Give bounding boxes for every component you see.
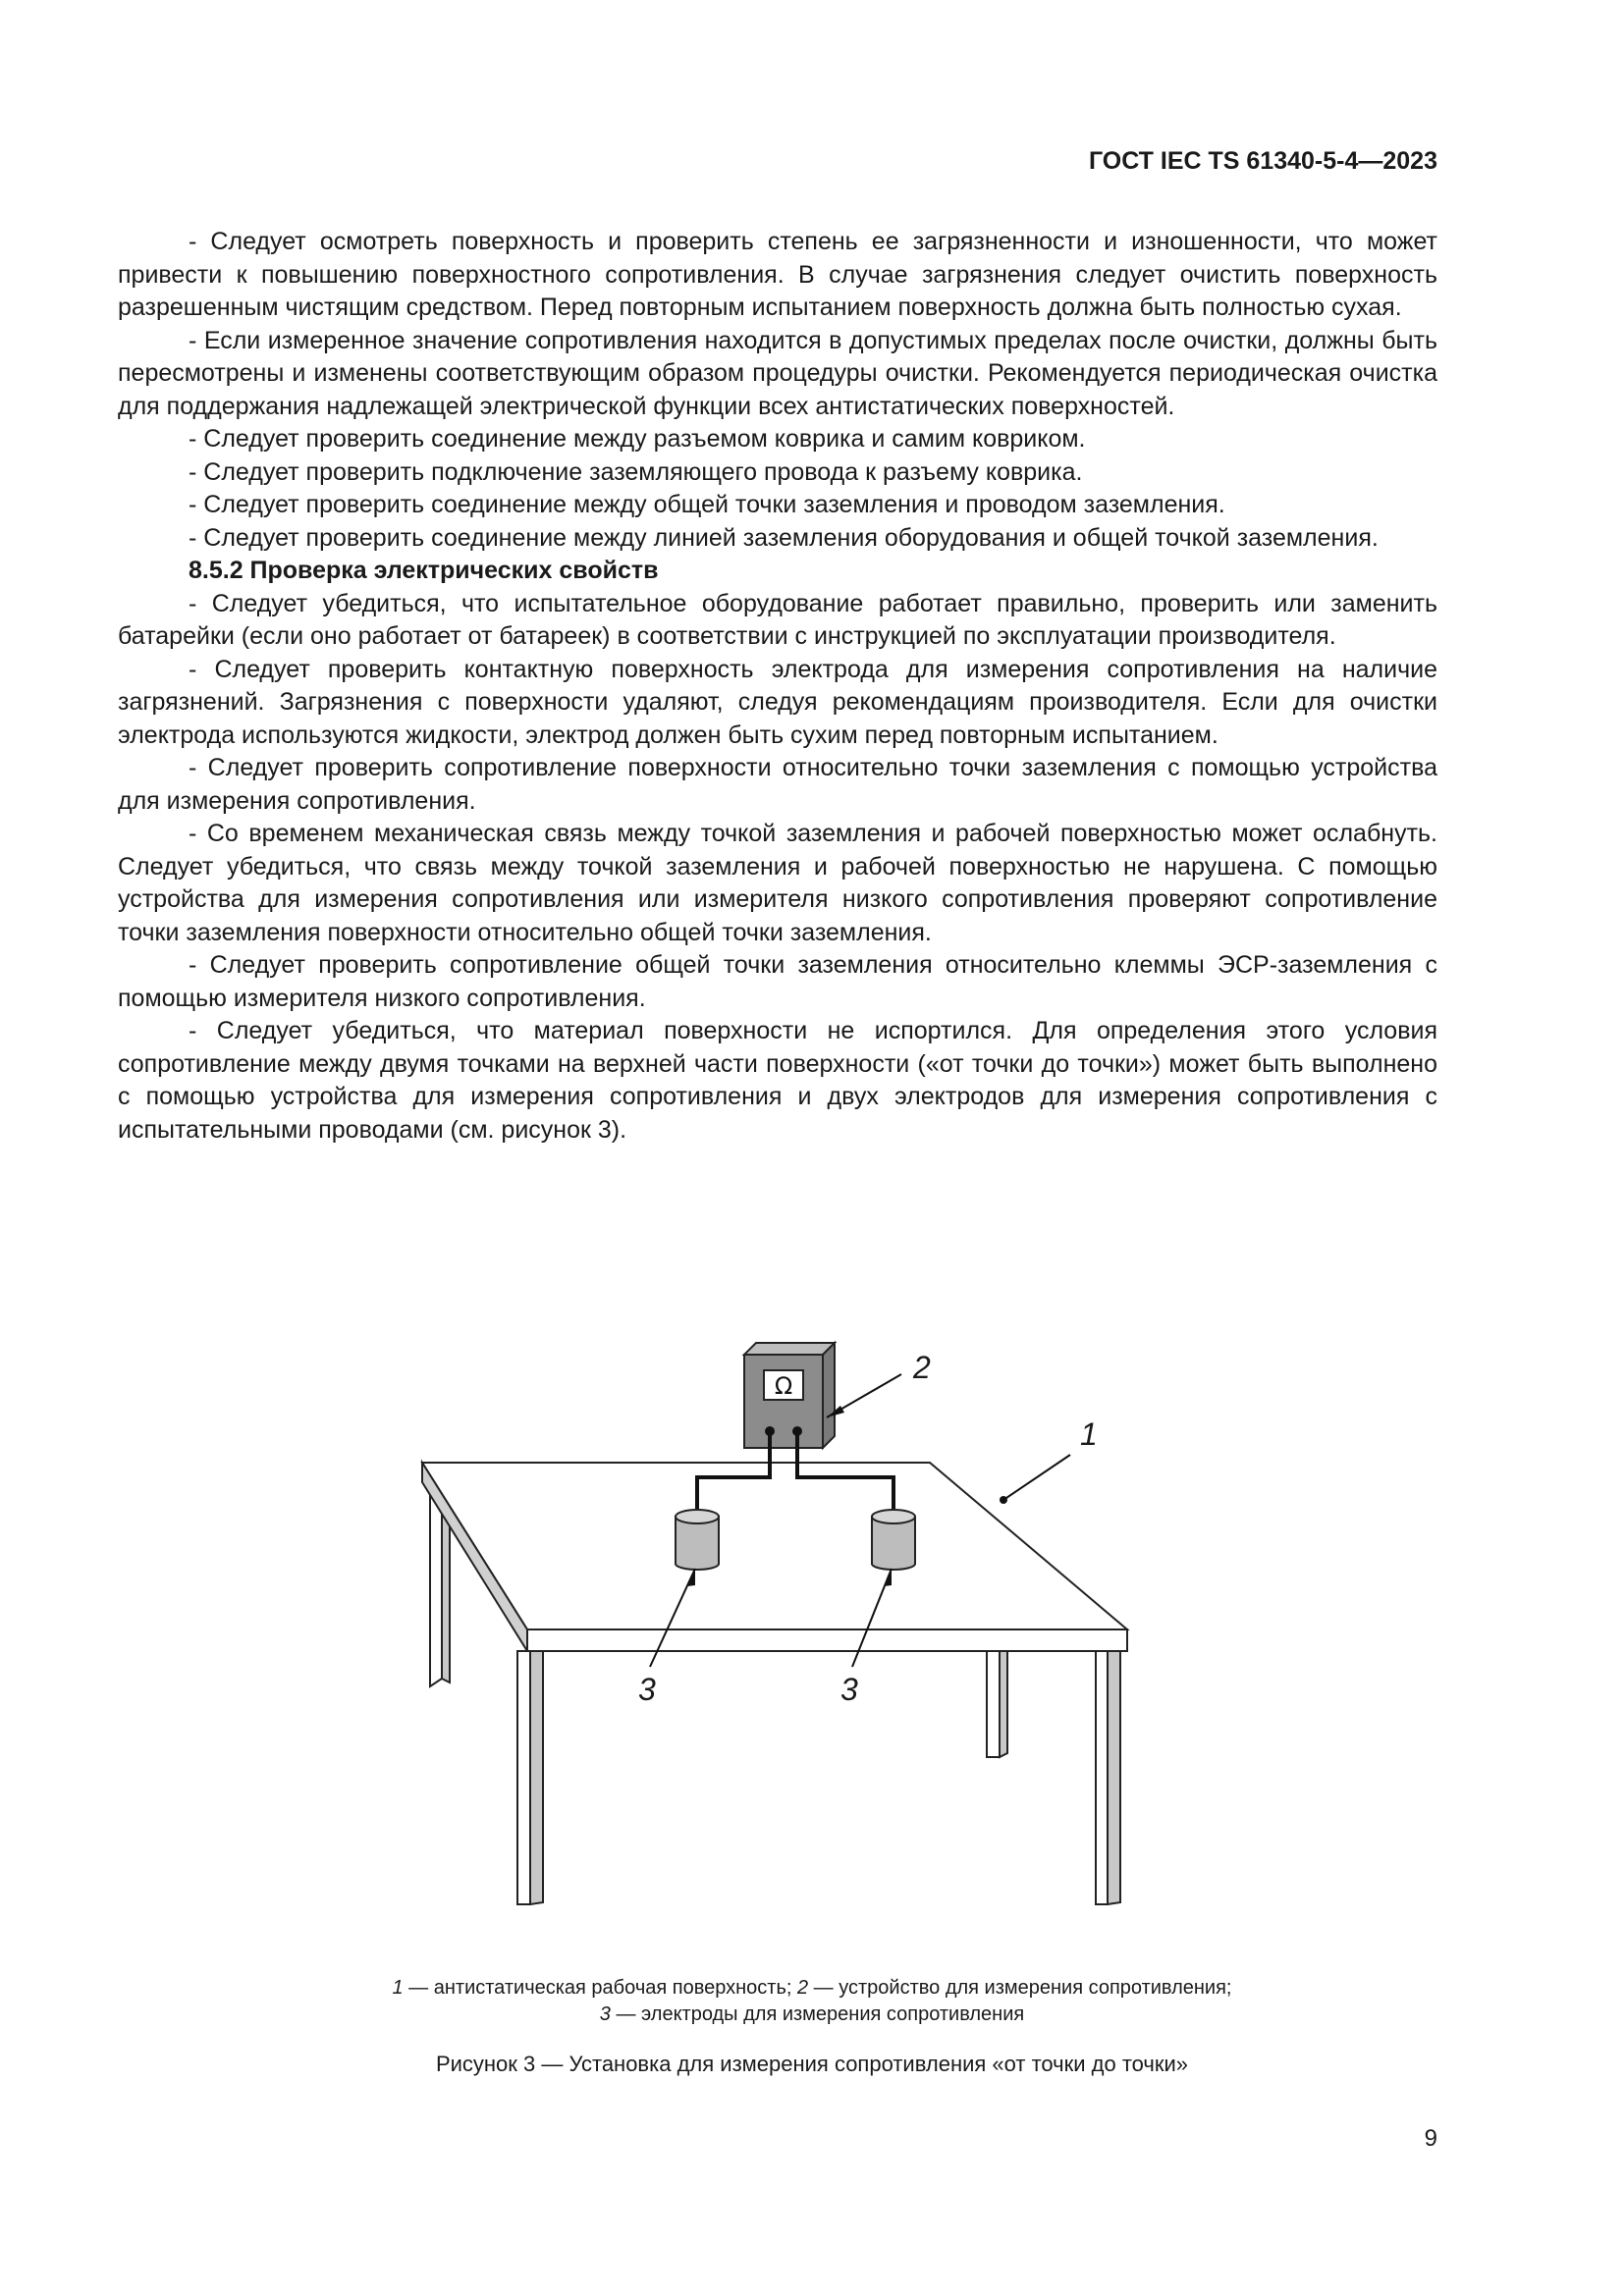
paragraph: - Следует проверить контактную поверхность электрода для измерения сопротивления на наличие загрязнений. Загрязнения с поверхности удаляют, следуя рекомендациям производителя. Если для очистки электрода используются жидкости, электрод должен быть сухим перед повторным испытанием. xyxy=(118,655,1437,749)
paragraph: - Следует убедиться, что материал поверхности не испортился. Для определения этого условия сопротивление между двумя точками на верхней части поверхности («от точки до точки») может быть выполнено с помощью устройства для измерения сопротивления и двух электродов для измерения сопротивления с испытательными проводами (см. рисунок 3). xyxy=(118,1017,1437,1144)
legend-number: 2 xyxy=(796,1977,809,1999)
legend-number: 1 xyxy=(392,1977,404,1999)
paragraph: - Следует проверить сопротивление поверхности относительно точки заземления с помощью устройства для измерения сопротивления. xyxy=(118,754,1437,815)
paragraph: - Следует убедиться, что испытательное оборудование работает правильно, проверить или заменить батарейки (если оно работает от батареек) в соответствии с инструкцией по эксплуатации производителя. xyxy=(118,589,1437,650)
callout-3-left: 3 xyxy=(638,1672,656,1707)
legend-number: 3 xyxy=(599,2003,611,2025)
paragraph: - Следует проверить подключение заземляющего провода к разъему коврика. xyxy=(189,457,1083,486)
legend-text: — устройство для измерения сопротивления; xyxy=(808,1977,1232,1999)
legend-line-2 xyxy=(118,2002,1506,2028)
paragraph: - Следует проверить соединение между линией заземления оборудования и общей точкой заземления. xyxy=(189,523,1379,552)
paragraph: - Следует осмотреть поверхность и проверить степень ее загрязненности и изношенности, что может привести к повышению поверхностного сопротивления. В случае загрязнения следует очистить поверхность разрешенным чистящим средством. Перед повторным испытанием поверхность должна быть полностью сухая. xyxy=(118,228,1437,321)
ohm-symbol: Ω xyxy=(774,1372,793,1400)
body-text xyxy=(118,226,1437,1147)
legend-line-1 xyxy=(118,1975,1506,2002)
paragraph: - Если измеренное значение сопротивления находится в допустимых пределах после очистки, должны быть пересмотрены и изменены соответствующим образом процедуры очистки. Рекомендуется периодическая очистка для поддержания надлежащей электрической функции всех антистатических поверхностей. xyxy=(118,326,1437,420)
callout-2: 2 xyxy=(913,1350,931,1385)
paragraph: - Следует проверить соединение между общей точки заземления и проводом заземления. xyxy=(189,491,1225,518)
page-header-standard-code: ГОСТ IEC TS 61340-5-4—2023 xyxy=(1088,147,1437,175)
callout-1: 1 xyxy=(1080,1416,1098,1452)
paragraph: - Со временем механическая связь между точкой заземления и рабочей поверхностью может ослабнуть. Следует убедиться, что связь между точкой заземления и рабочей поверхностью не нарушена. С помощью устройства для измерения сопротивления или измерителя низкого сопротивления проверяют сопротивление точки заземления поверхности относительно общей точки заземления. xyxy=(118,820,1437,946)
legend-text: — электроды для измерения сопротивления xyxy=(610,2003,1025,2025)
table-top xyxy=(422,1463,1127,1651)
page-number: 9 xyxy=(1424,2125,1437,2152)
paragraph: - Следует проверить сопротивление общей точки заземления относительно клеммы ЭСР-заземления с помощью измерителя низкого сопротивления. xyxy=(118,951,1437,1012)
callout-3-right: 3 xyxy=(840,1672,858,1707)
figure-caption: Рисунок 3 — Установка для измерения сопротивления «от точки до точки» xyxy=(435,2052,1189,2076)
section-heading: 8.5.2 Проверка электрических свойств xyxy=(189,557,659,584)
table-legs-front xyxy=(517,1651,1120,1904)
electrode-right xyxy=(872,1510,915,1570)
resistance-meter xyxy=(744,1343,835,1448)
paragraph: - Следует проверить соединение между разъемом коврика и самим ковриком. xyxy=(189,425,1086,453)
legend-text: — антистатическая рабочая поверхность; xyxy=(403,1977,797,1999)
figure-legend xyxy=(118,1975,1506,2028)
electrode-left xyxy=(676,1510,719,1570)
figure-3-diagram xyxy=(403,1335,1168,1924)
